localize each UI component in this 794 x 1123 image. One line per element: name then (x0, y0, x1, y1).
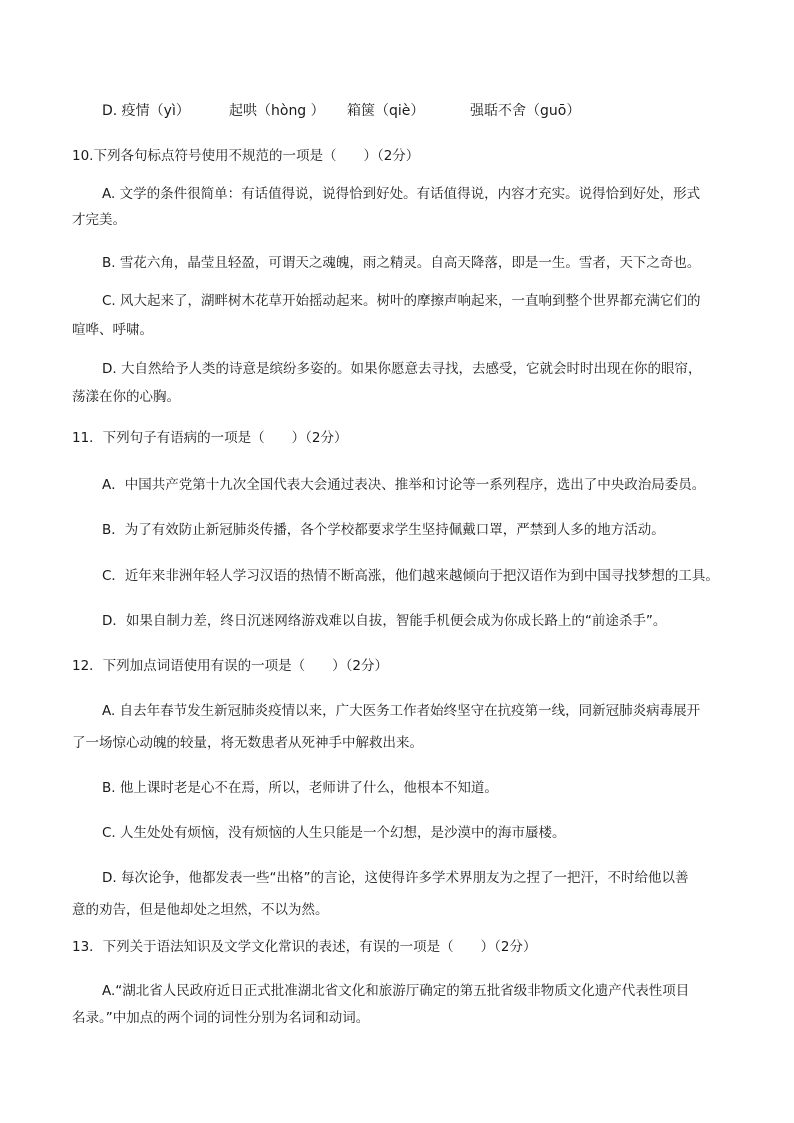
q10-option-d-line2: 荡漾在你的心胸。 (72, 389, 180, 405)
q10-option-d-line1: D. 大自然给予人类的诗意是缤纷多姿的。如果你愿意去寻找，去感受，它就会时时出现在你的眼帘， (102, 361, 702, 377)
q12-option-a-line1: A. 自去年春节发生新冠肺炎疫情以来，广大医务工作者始终坚守在抗疫第一线，同新冠肺炎病毒展开 (102, 703, 701, 719)
q11-stem: 11．下列句子有语病的一项是（ ）（2分） (72, 430, 348, 446)
q12-option-d-line1: D. 每次论争，他都发表一些“出格”的言论，这使得许多学术界朋友为之捏了一把汗，不时给他以善 (102, 870, 689, 886)
q12-option-b: B. 他上课时老是心不在焉，所以，老师讲了什么，他根本不知道。 (102, 780, 498, 796)
q11-option-d: D．如果自制力差，终日沉迷网络游戏难以自拔，智能手机便会成为你成长路上的“前途杀手”。 (102, 613, 667, 629)
q11-option-c: C．近年来非洲年轻人学习汉语的热情不断高涨，他们越来越倾向于把汉语作为到中国寻找梦想的工具。 (102, 568, 719, 584)
q10-option-c-line2: 喧哗、呼啸。 (72, 322, 153, 338)
q12-stem: 12．下列加点词语使用有误的一项是（ ）（2分） (72, 658, 389, 674)
q12-option-d-line2: 意的劝告，但是他却处之坦然，不以为然。 (72, 902, 329, 918)
q13-option-a-line2: 名录。”中加点的两个词的词性分别为名词和动词。 (72, 1010, 370, 1026)
q10-stem: 10.下列各句标点符号使用不规范的一项是（ ）（2分） (72, 148, 420, 164)
q12-option-a-line2: 了一场惊心动魄的较量，将无数患者从死神手中解救出来。 (72, 735, 423, 751)
q9-option-d-word-2: 起哄（hòng ） (229, 103, 325, 119)
q13-option-a-line1: A.“湖北省人民政府近日正式批准湖北省文化和旅游厅确定的第五批省级非物质文化遗产代表性项目 (102, 983, 690, 999)
q10-option-b: B. 雪花六角，晶莹且轻盈，可谓天之魂魄，雨之精灵。自高天降落，即是一生。雪者，天下之奇也。 (102, 255, 701, 271)
q9-option-d-word-3: 箱箧（qiè） (347, 103, 425, 119)
q11-option-a: A．中国共产党第十九次全国代表大会通过表决、推举和讨论等一系列程序，选出了中央政治局委员。 (102, 477, 706, 493)
q10-option-a-line1: A. 文学的条件很简单：有话值得说，说得恰到好处。有话值得说，内容才充实。说得恰到好处，形式 (102, 186, 701, 202)
q9-option-d-label: D. 疫情（yì） (102, 103, 190, 119)
q12-option-c: C. 人生处处有烦恼，没有烦恼的人生只能是一个幻想，是沙漠中的海市蜃楼。 (102, 825, 566, 841)
q11-option-b: B．为了有效防止新冠肺炎传播，各个学校都要求学生坚持佩戴口罩，严禁到人多的地方活动。 (102, 522, 665, 538)
q13-stem: 13．下列关于语法知识及文学文化常识的表述，有误的一项是（ ）（2分） (72, 939, 537, 955)
q10-option-c-line1: C. 风大起来了，湖畔树木花草开始摇动起来。树叶的摩擦声响起来，一直响到整个世界都充满它们的 (102, 293, 701, 309)
q10-option-a-line2: 才完美。 (72, 212, 126, 228)
q9-option-d-word-4: 强聒不舍（guō） (470, 103, 581, 119)
